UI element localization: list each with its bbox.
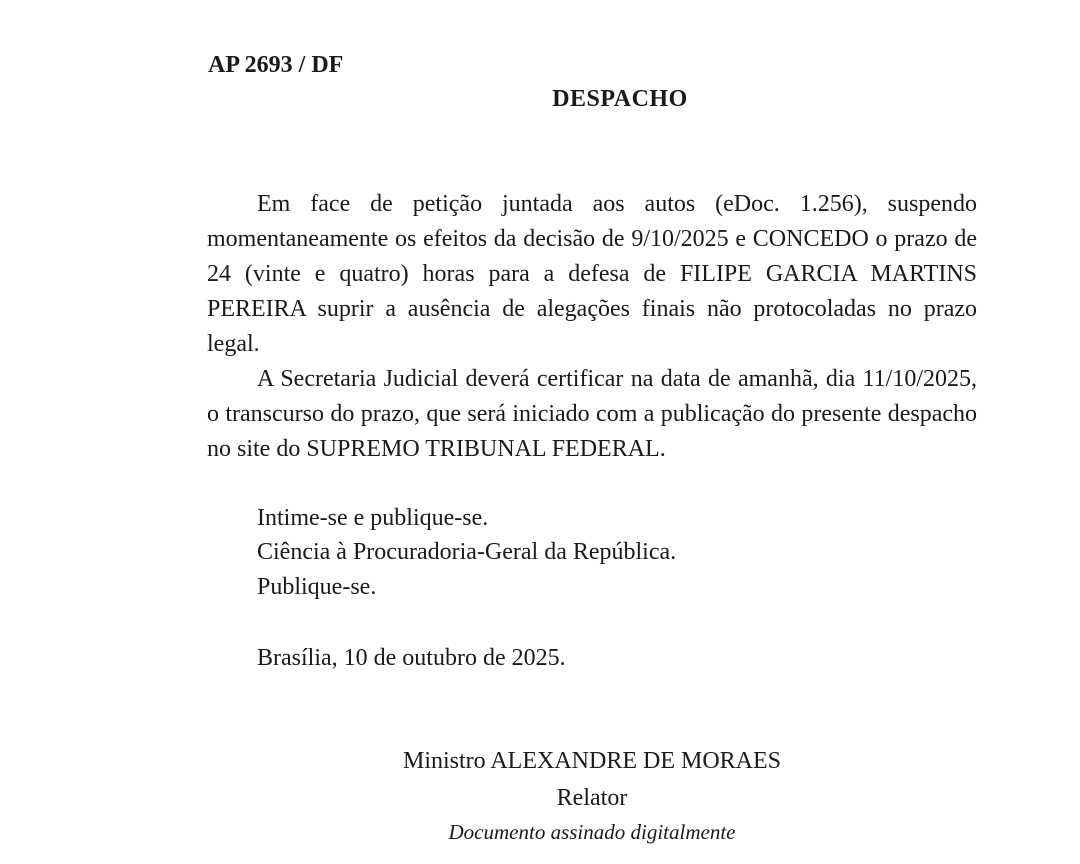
paragraph-1: Em face de petição juntada aos autos (eDoc. 1.256), suspendo momentaneamente os efeitos da decisão de 9/10/2025 e CONCEDO o prazo de 24 (vinte e quatro) horas para a defesa de FILIPE GARCIA MARTINS PEREIRA suprir a ausência de alegações finais não protocoladas no prazo legal. [207,191,977,357]
paragraph-2: A Secretaria Judicial deverá certificar na data de amanhã, dia 11/10/2025, o transcurso do prazo, que será iniciado com a publicação do presente despacho no site do SUPREMO TRIBUNAL FEDERAL. [207,366,977,462]
place-date: Brasília, 10 de outubro de 2025. [257,645,566,671]
closing-line-2: Ciência à Procuradoria-Geral da República. [257,539,677,565]
closing-line-1: Intime-se e publique-se. [257,505,489,531]
signatory-role: Relator [556,785,628,811]
signatory-name: Ministro ALEXANDRE DE MORAES [402,748,781,774]
document-title: DESPACHO [552,86,688,112]
digital-signature-note: Documento assinado digitalmente [448,820,736,844]
closing-line-3: Publique-se. [257,574,377,600]
case-number: AP 2693 / DF [208,52,344,78]
